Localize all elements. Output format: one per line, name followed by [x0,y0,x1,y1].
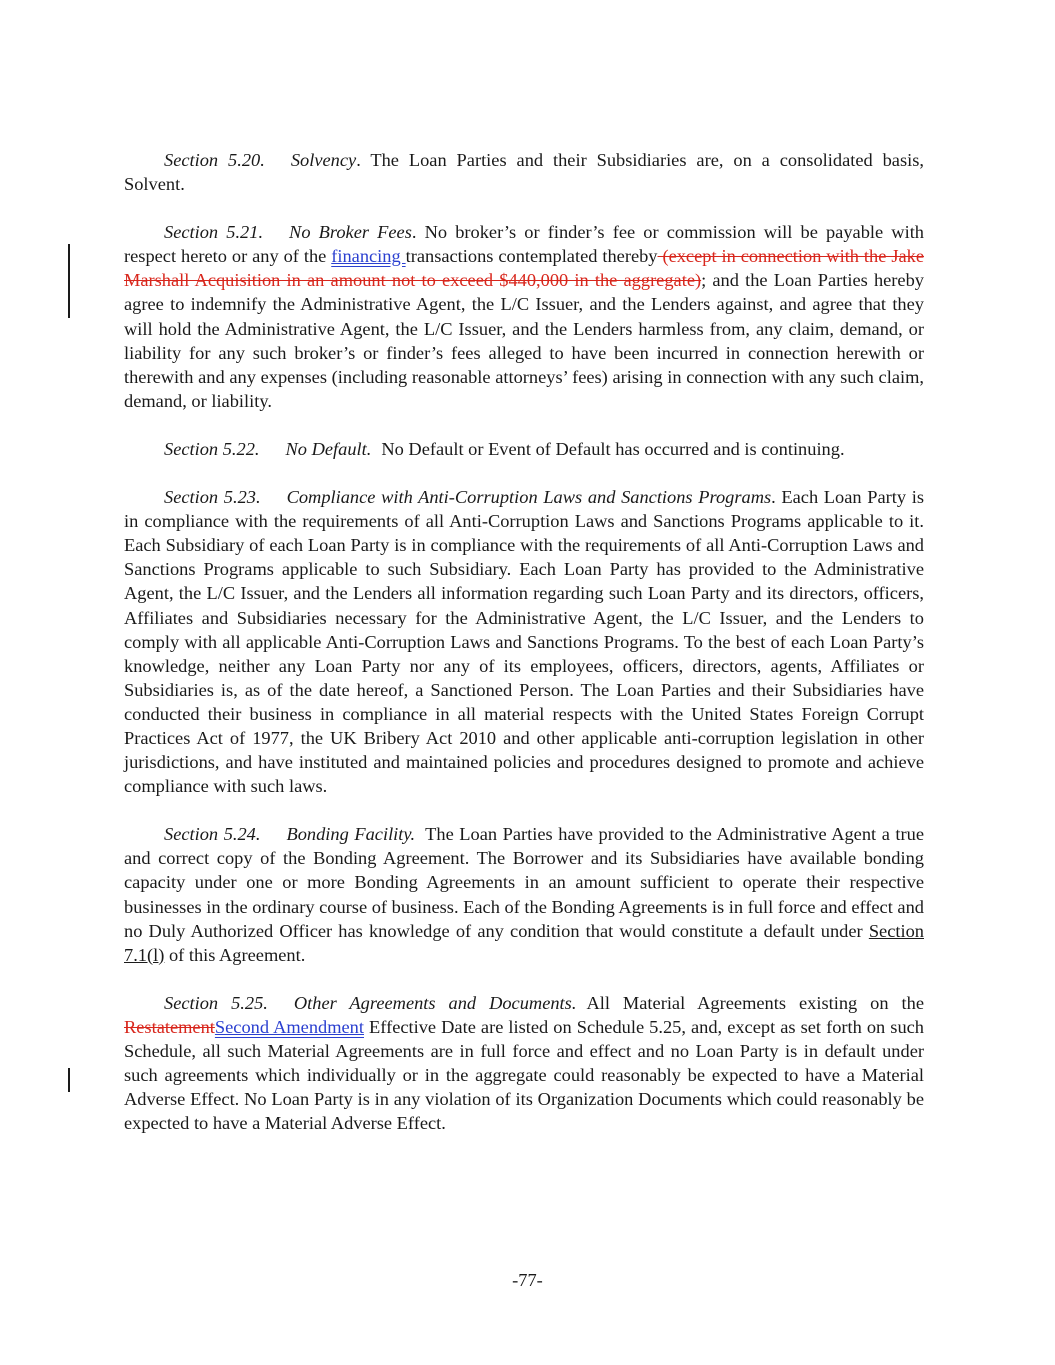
section-body: of this Agreement. [164,944,306,965]
section-title: No Broker Fees [289,222,412,243]
inserted-text: Second Amendment [214,1016,364,1037]
section-5-25 [124,991,924,1136]
section-5-24 [124,822,924,967]
deleted-text: (except in connection with the Jake Marshall Acquisition in an amount not to exceed $440,000 in the aggregate) [124,246,924,291]
change-bar-section-5-25 [68,1068,70,1092]
section-number: Section 5.22. [164,438,260,459]
section-5-20 [124,148,924,196]
section-title: No Default. [285,438,372,459]
section-5-22 [124,437,924,461]
section-body: ; and the Loan Parties hereby agree to indemnify the Administrative Agent, the L/C Issuer, and the Lenders against, and agree that they will hold the Administrative Agent, the L/C Issuer, and the Lenders harmless from, any claim, demand, or liability for any such broker’s or finder’s fees alleged to have been incurred in connection herewith or therewith and any expenses (including reasonable attorneys’ fees) arising in connection with any such claim, demand, or liability. [124,270,924,411]
section-number: Section 5.24. [164,824,261,845]
section-number: Section 5.21. [164,222,264,243]
section-title: Solvency [290,150,357,170]
inserted-text: financing [331,246,406,267]
section-number: Section 5.20. [164,150,265,170]
page-number: -77- [512,1270,543,1290]
deleted-text: Restatement [124,1016,215,1037]
section-body: transactions contemplated thereby [405,246,658,267]
section-body: . No broker’s or finder’s fee or commission will be payable with respect hereto or any of the [124,222,924,267]
document-page [124,148,924,1159]
change-bar-section-5-21 [68,244,70,318]
section-body: Effective Date are listed on Schedule 5.25, and, except as set forth on such Schedule, all such Material Agreements are in full force and effect and no Loan Party is in default under such agreements which individually or in the aggregate could reasonably be expected to have a Material Adverse Effect. No Loan Party is in any violation of its Organization Documents which could reasonably be expected to have a Material Adverse Effect. [124,1016,925,1134]
section-5-21 [124,220,924,413]
section-5-23 [124,485,924,798]
section-title: Other Agreements and Documents. [293,992,577,1013]
section-body: . Each Loan Party is in compliance with the requirements of all Anti-Corruption Laws and Sanctions Programs applicable to it. Each Subsidiary of each Loan Party is in compliance with the requirements of all Anti-Corruption Laws and Sanctions Programs applicable to such Subsidiary. Each Loan Party has provided to the Administrative Agent, the L/C Issuer, and the Lenders all information regarding such Loan Party and its directors, officers, Affiliates and Subsidiaries necessary for the Administrative Agent, the L/C Issuer, and the Lenders to comply with all applicable Anti-Corruption Laws and Sanctions Programs. To the best of each Loan Party’s knowledge, neither any Loan Party nor any of its employees, officers, directors, agents, Affiliates or Subsidiaries is, as of the date hereof, a Sanctioned Person. The Loan Parties and their Subsidiaries have conducted their business in compliance in all material respects with the United States Foreign Corrupt Practices Act of 1977, the UK Bribery Act 2010 and other applicable anti-corruption legislation in other jurisdictions, and have instituted and maintained policies and procedures designed to promote and achieve compliance with such laws. [124,487,924,797]
section-number: Section 5.23. [164,487,261,508]
section-body: No Default or Event of Default has occurred and is continuing. [381,438,845,459]
section-title: Bonding Facility. [286,824,416,845]
section-body: All Material Agreements existing on the [586,992,924,1013]
section-cross-reference: Section 7.1(l) [124,920,924,965]
section-body: . The Loan Parties and their Subsidiaries are, on a consolidated basis, Solvent. [124,150,924,195]
section-title: Compliance with Anti-Corruption Laws and Sanctions Programs [286,487,772,508]
section-number: Section 5.25. [164,992,268,1013]
section-body: The Loan Parties have provided to the Administrative Agent a true and correct copy of the Bonding Agreement. The Borrower and its Subsidiaries have available bonding capacity under one or more Bonding Agreements in an amount sufficient to operate their respective businesses in the ordinary course of business. Each of the Bonding Agreements is in full force and effect and no Duly Authorized Officer has knowledge of any condition that would constitute a default under [124,824,925,941]
